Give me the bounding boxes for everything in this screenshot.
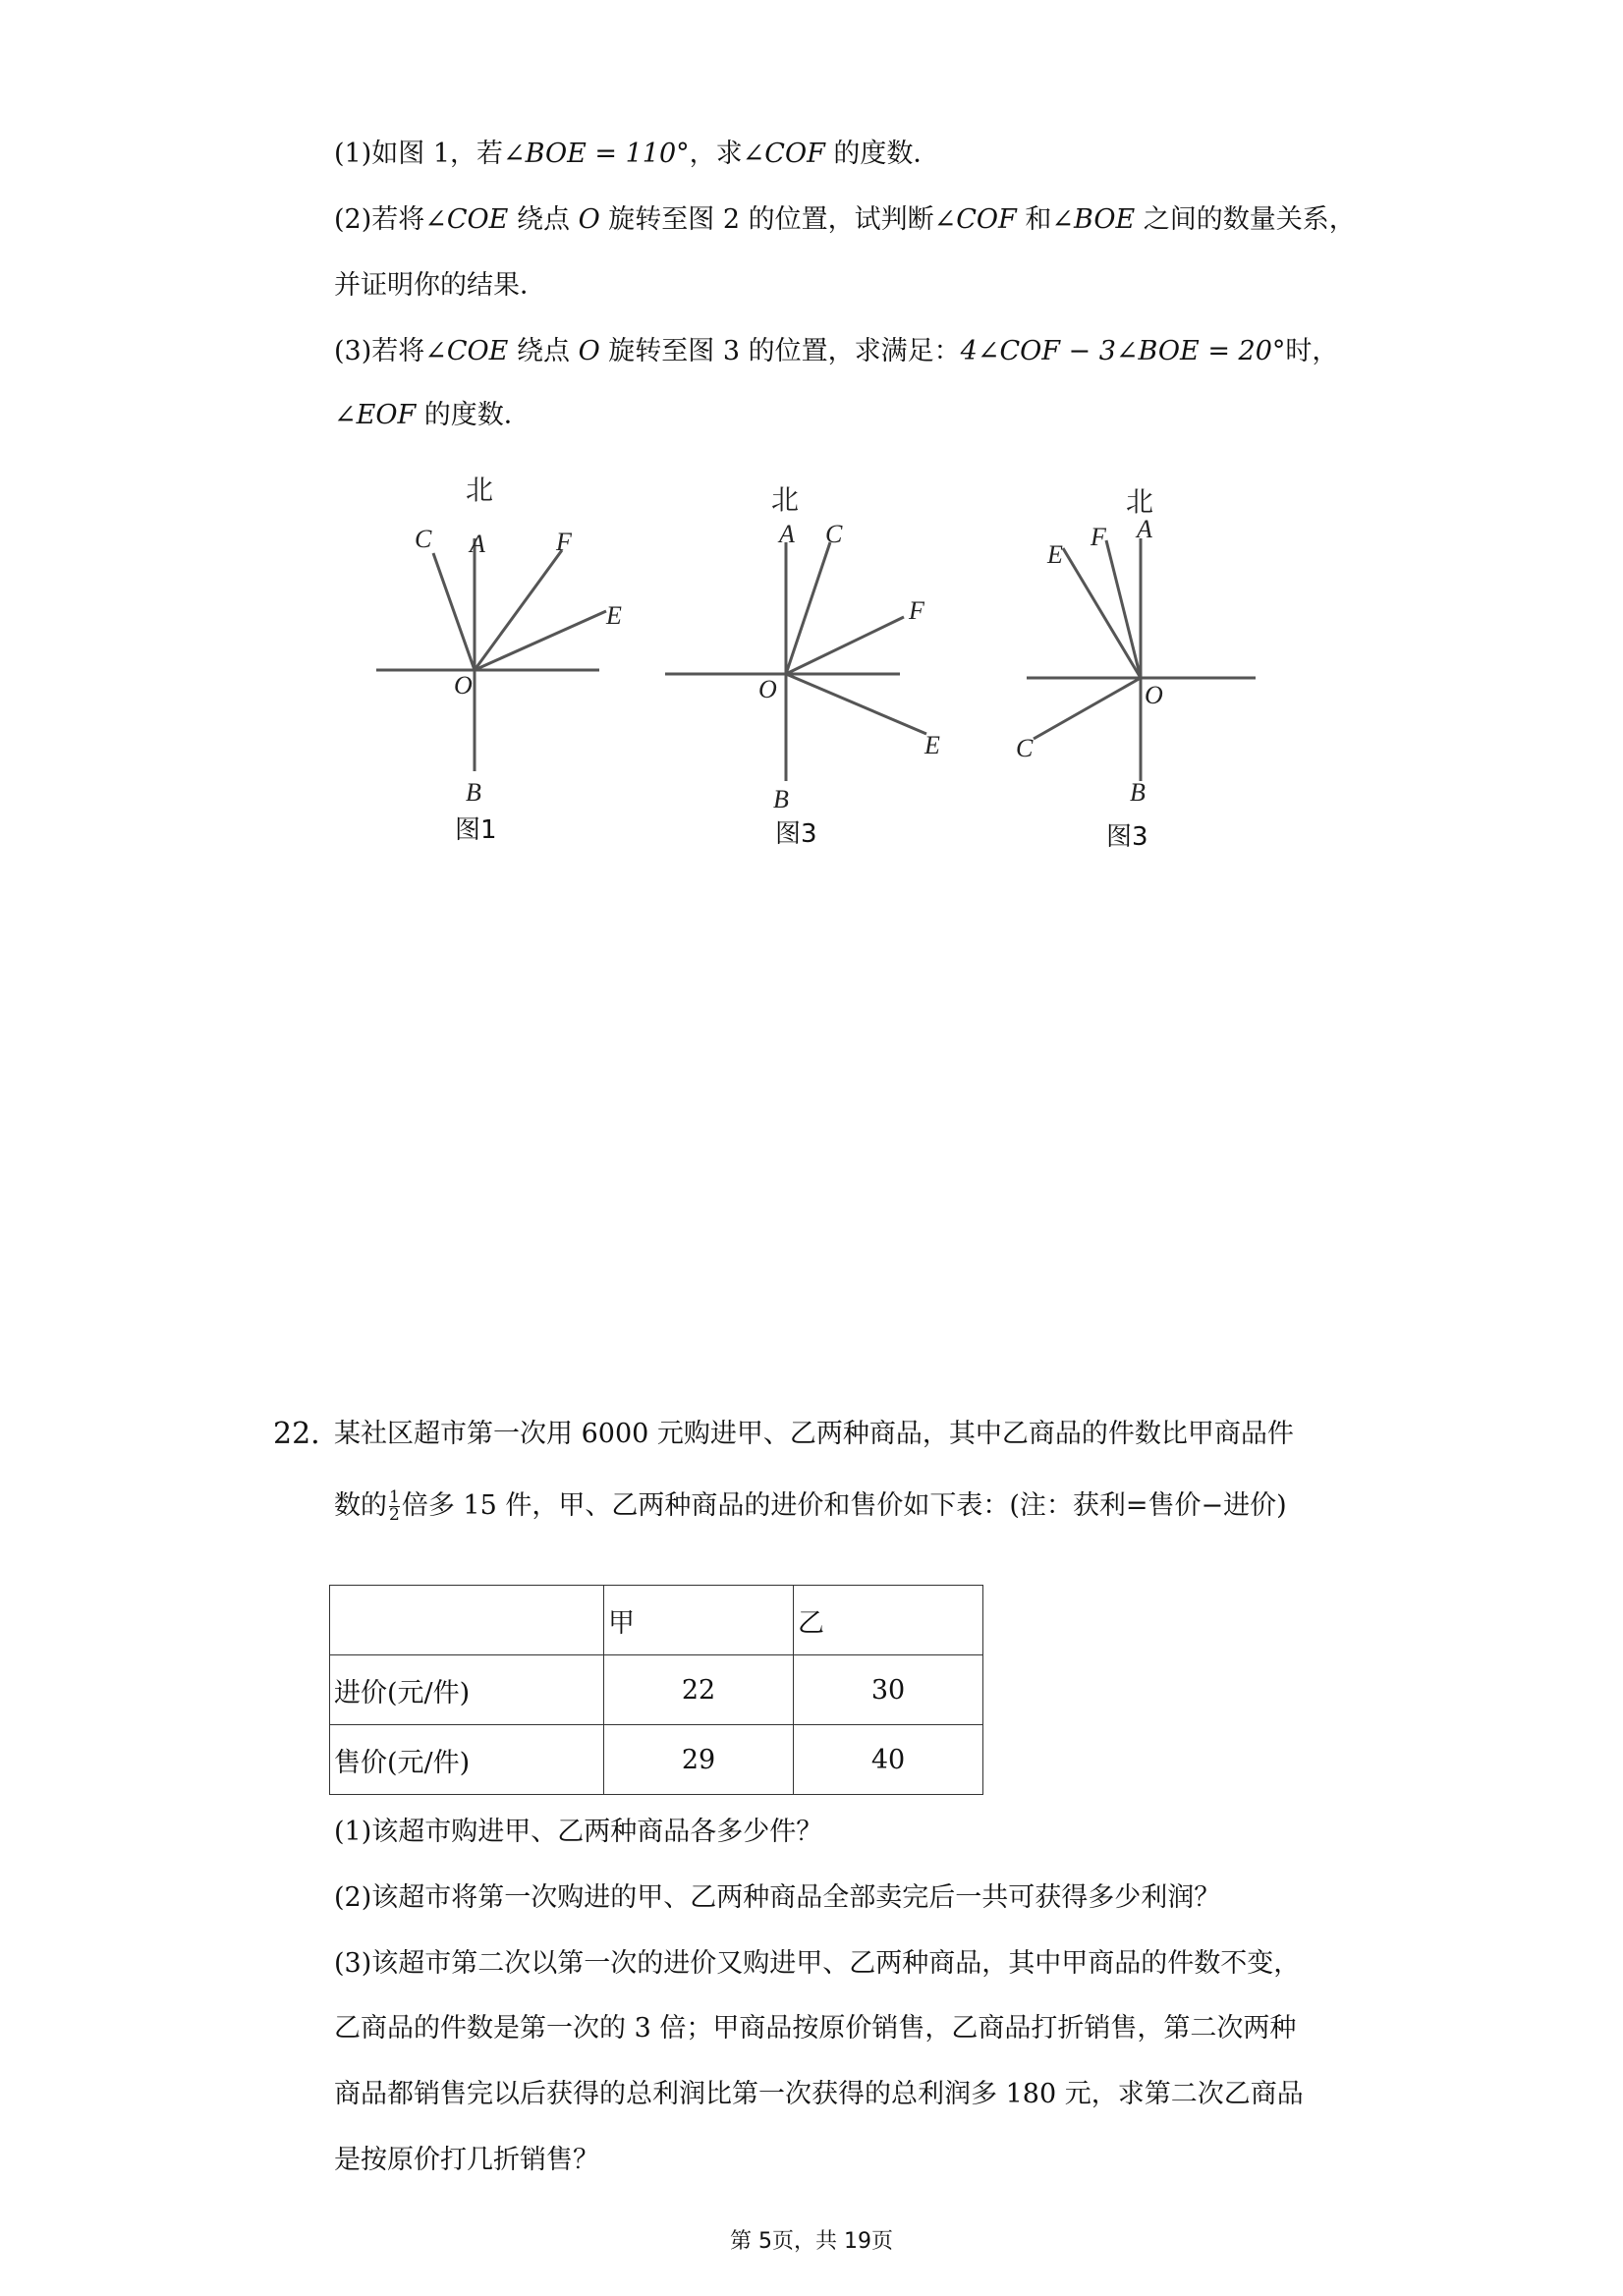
math: O bbox=[578, 336, 600, 366]
text: 绕点 bbox=[508, 204, 579, 235]
page-footer: 第 5页，共 19页 bbox=[730, 2229, 893, 2254]
north-label: 北 bbox=[466, 474, 494, 506]
label-C: C bbox=[1016, 734, 1034, 762]
table-cell: 30 bbox=[794, 1655, 983, 1725]
math: ∠EOF bbox=[334, 400, 417, 430]
math: ∠COE bbox=[424, 336, 509, 366]
math: 4∠COF − 3∠BOE = 20° bbox=[960, 336, 1286, 366]
text: 的度数． bbox=[824, 139, 940, 169]
price-table bbox=[329, 1585, 983, 1795]
q22-sub3-line4: 是按原价打几折销售？ bbox=[334, 2145, 599, 2175]
label-O: O bbox=[1145, 681, 1163, 709]
angle-figures bbox=[0, 0, 1623, 884]
label-A: A bbox=[470, 530, 485, 558]
q22-line1: 某社区超市第一次用 6000 元购进甲、乙两种商品，其中乙商品的件数比甲商品件 bbox=[334, 1419, 1294, 1449]
label-B: B bbox=[466, 778, 481, 807]
text: 旋转至图 3 的位置，求满足： bbox=[599, 336, 961, 366]
table-cell: 进价(元/件) bbox=[330, 1655, 604, 1725]
text: 和 bbox=[1016, 204, 1052, 235]
text: 绕点 bbox=[508, 336, 579, 366]
q22-sub3-line2: 乙商品的件数是第一次的 3 倍；甲商品按原价销售，乙商品打折销售，第二次两种 bbox=[334, 2013, 1297, 2044]
table-row bbox=[330, 1725, 983, 1795]
label-E: E bbox=[606, 601, 622, 630]
label-A: A bbox=[1137, 515, 1152, 543]
text: 旋转至图 2 的位置，试判断 bbox=[599, 204, 934, 235]
math: ∠COE bbox=[424, 204, 509, 235]
text: 时， bbox=[1285, 336, 1339, 366]
frac-den: 2 bbox=[389, 1505, 400, 1525]
q22-sub3-line1: (3)该超市第二次以第一次的进价又购进甲、乙两种商品，其中甲商品的件数不变， bbox=[334, 1948, 1301, 1979]
north-label: 北 bbox=[771, 483, 800, 516]
label-F: F bbox=[556, 528, 572, 556]
text: 的度数． bbox=[416, 400, 531, 430]
table-cell: 乙 bbox=[794, 1586, 983, 1655]
figure-2-lines bbox=[665, 542, 926, 781]
label-C: C bbox=[415, 525, 432, 553]
label-E: E bbox=[924, 731, 940, 759]
question-number: 22. bbox=[273, 1417, 320, 1451]
table-cell: 甲 bbox=[604, 1586, 794, 1655]
figure-3-lines bbox=[1027, 538, 1256, 781]
table-row bbox=[330, 1655, 983, 1725]
q22-line2 bbox=[334, 1489, 1287, 1524]
table-cell: 售价(元/件) bbox=[330, 1725, 604, 1795]
figure-1-lines bbox=[376, 538, 606, 771]
math: ∠BOE bbox=[1051, 204, 1136, 235]
table-cell: 22 bbox=[604, 1655, 794, 1725]
q22-sub3-line3: 商品都销售完以后获得的总利润比第一次获得的总利润多 180 元，求第二次乙商品 bbox=[334, 2079, 1304, 2109]
label-O: O bbox=[454, 671, 473, 700]
label-B: B bbox=[773, 785, 789, 813]
text: (3)若将 bbox=[334, 336, 425, 366]
table-cell: 40 bbox=[794, 1725, 983, 1795]
figure-2-caption: 图3 bbox=[775, 819, 817, 849]
label-O: O bbox=[758, 675, 777, 703]
text: 之间的数量关系， bbox=[1135, 204, 1356, 235]
text: 倍多 15 件，甲、乙两种商品的进价和售价如下表：(注：获利=售价−进价) bbox=[401, 1490, 1287, 1521]
label-F: F bbox=[1091, 523, 1106, 551]
math: ∠COF bbox=[742, 139, 825, 169]
q22-sub1: (1)该超市购进甲、乙两种商品各多少件？ bbox=[334, 1817, 823, 1847]
label-C: C bbox=[825, 520, 843, 548]
label-F: F bbox=[909, 596, 924, 625]
q22-sub2: (2)该超市将第一次购进的甲、乙两种商品全部卖完后一共可获得多少利润？ bbox=[334, 1882, 1221, 1913]
fraction-half bbox=[389, 1489, 400, 1524]
math: ∠COF bbox=[933, 204, 1017, 235]
figure-3-caption: 图3 bbox=[1106, 822, 1148, 852]
text: 数的 bbox=[334, 1490, 387, 1521]
text: ，求 bbox=[689, 139, 743, 169]
label-A: A bbox=[779, 520, 795, 548]
math: ∠BOE = 110° bbox=[503, 139, 690, 169]
table-header-row bbox=[330, 1586, 983, 1655]
table-cell bbox=[330, 1586, 604, 1655]
frac-num: 1 bbox=[389, 1487, 400, 1507]
table-cell: 29 bbox=[604, 1725, 794, 1795]
label-E: E bbox=[1047, 540, 1063, 569]
north-label: 北 bbox=[1126, 485, 1154, 518]
math: O bbox=[578, 204, 600, 235]
q21-part2-line2: 并证明你的结果． bbox=[334, 270, 546, 301]
text: (2)若将 bbox=[334, 204, 425, 235]
label-B: B bbox=[1130, 778, 1146, 807]
figure-1-caption: 图1 bbox=[455, 815, 497, 845]
text: (1)如图 1，若 bbox=[334, 139, 504, 169]
